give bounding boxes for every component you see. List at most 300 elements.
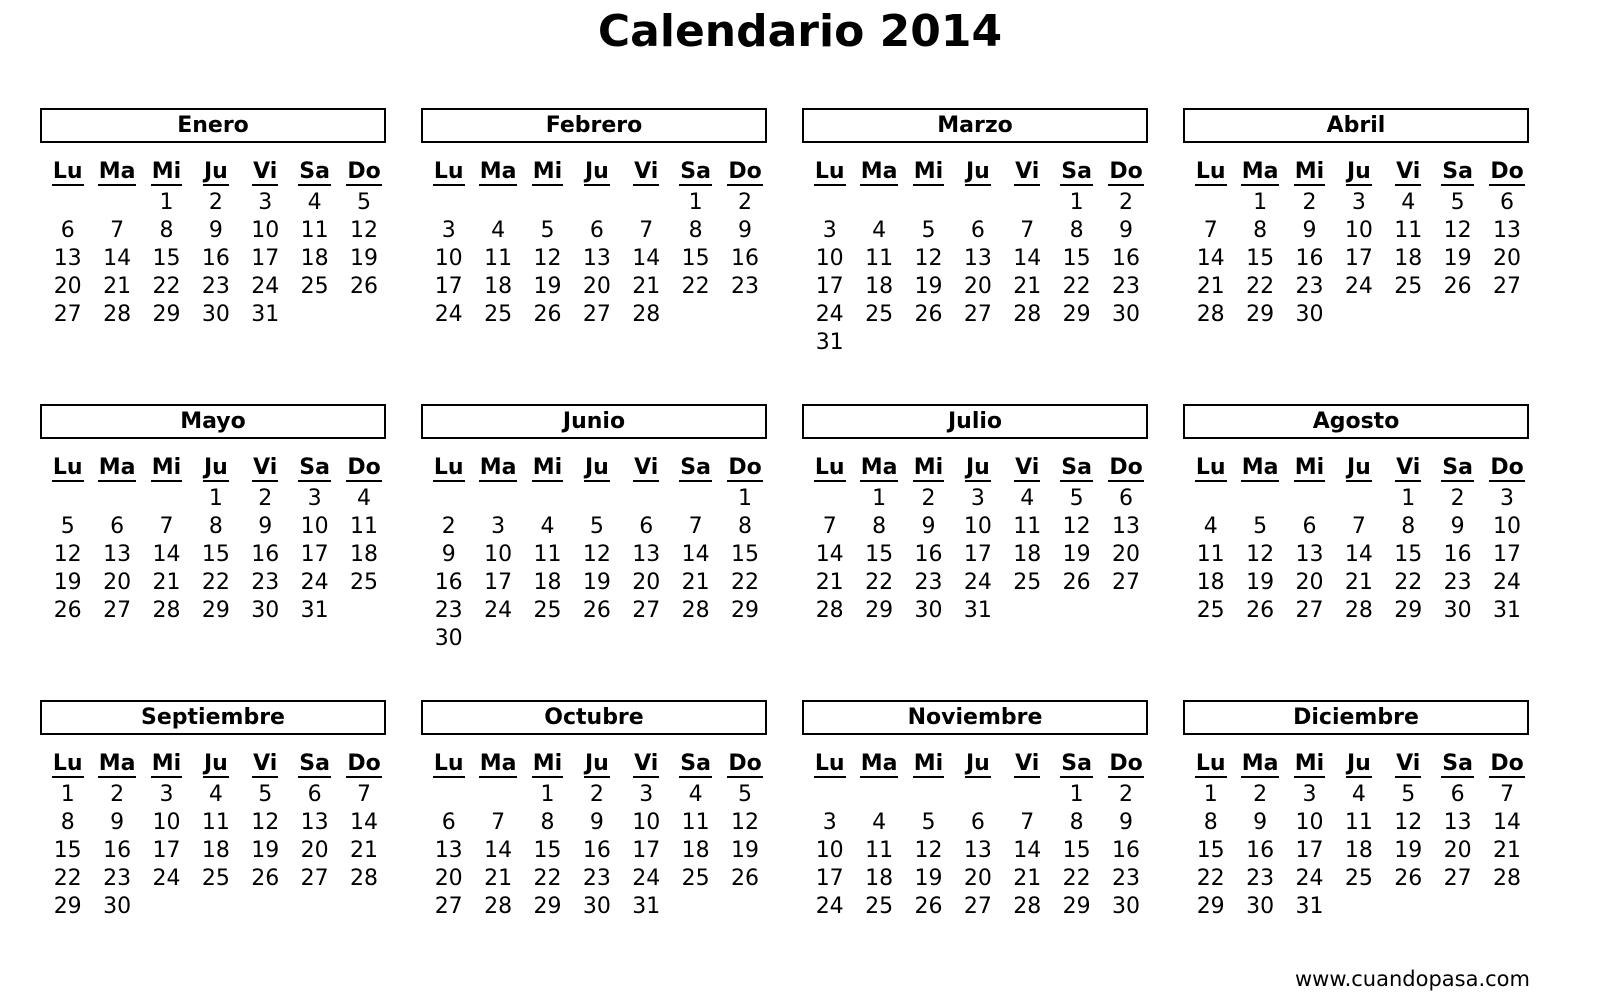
day-cell: 19 <box>582 570 611 595</box>
day-cell: 24 <box>632 866 661 891</box>
day-cell: 27 <box>963 302 992 327</box>
day-cell: 10 <box>1493 514 1522 539</box>
day-cell: 5 <box>589 514 604 539</box>
day-cell: 17 <box>251 246 280 271</box>
weekday-header <box>424 747 473 781</box>
empty-day-cell <box>904 781 953 809</box>
weekday-header <box>241 747 290 781</box>
day-cell: 22 <box>1196 866 1225 891</box>
weekday-header <box>1186 155 1235 189</box>
day-cell: 23 <box>914 570 943 595</box>
day-cell: 14 <box>681 542 710 567</box>
weekday-header-label: Vi <box>634 751 659 776</box>
day-cell: 25 <box>1394 274 1423 299</box>
day-cell: 26 <box>53 598 82 623</box>
weekday-header-label: Do <box>728 159 762 184</box>
day-cell: 11 <box>1344 810 1373 835</box>
month-block <box>421 700 767 921</box>
day-cell: 13 <box>1112 514 1141 539</box>
weekday-header-label: Ju <box>1346 455 1371 480</box>
day-cell: 5 <box>1253 514 1268 539</box>
weekday-header-label: Vi <box>1015 751 1040 776</box>
day-cell: 14 <box>1013 246 1042 271</box>
weekday-header-label: Ju <box>203 751 228 776</box>
day-cell: 19 <box>533 274 562 299</box>
empty-day-cell <box>1186 485 1235 513</box>
day-cell: 1 <box>872 486 887 511</box>
day-cell: 28 <box>681 598 710 623</box>
day-cell: 24 <box>963 570 992 595</box>
weekday-header <box>1052 747 1101 781</box>
weekday-header-label: Ma <box>1241 455 1279 480</box>
day-cell: 12 <box>53 542 82 567</box>
day-cell: 10 <box>484 542 513 567</box>
day-cell: 1 <box>1203 782 1218 807</box>
weekday-header-label: Lu <box>1195 159 1226 184</box>
day-cell: 3 <box>307 486 322 511</box>
days-grid <box>1186 747 1532 921</box>
empty-day-cell <box>1186 189 1235 217</box>
day-cell: 31 <box>251 302 280 327</box>
day-cell: 17 <box>434 274 463 299</box>
day-cell: 22 <box>1246 274 1275 299</box>
weekday-header <box>1334 451 1383 485</box>
day-cell: 12 <box>731 810 760 835</box>
day-cell: 11 <box>484 246 513 271</box>
day-cell: 28 <box>152 598 181 623</box>
day-cell: 6 <box>970 810 985 835</box>
day-cell: 25 <box>533 598 562 623</box>
weekday-header <box>424 451 473 485</box>
weekday-header-label: Lu <box>433 159 464 184</box>
weekday-header-label: Mi <box>532 751 563 776</box>
day-cell: 30 <box>1443 598 1472 623</box>
day-cell: 28 <box>484 894 513 919</box>
weekday-header-label: Sa <box>299 159 330 184</box>
day-cell: 5 <box>357 190 372 215</box>
day-cell: 27 <box>300 866 329 891</box>
day-cell: 14 <box>632 246 661 271</box>
weekday-header <box>1433 451 1482 485</box>
day-cell: 18 <box>533 570 562 595</box>
weekday-header <box>1482 451 1531 485</box>
weekday-header-label: Do <box>1490 159 1524 184</box>
weekday-header-label: Ma <box>1241 751 1279 776</box>
day-cell: 19 <box>251 838 280 863</box>
day-cell: 1 <box>208 486 223 511</box>
weekday-header <box>1003 747 1052 781</box>
day-cell: 13 <box>1493 218 1522 243</box>
weekday-header <box>1052 155 1101 189</box>
day-cell: 17 <box>632 838 661 863</box>
day-cell: 24 <box>152 866 181 891</box>
empty-day-cell <box>622 189 671 217</box>
weekday-header-label: Sa <box>680 455 711 480</box>
day-cell: 20 <box>434 866 463 891</box>
day-cell: 27 <box>963 894 992 919</box>
empty-day-cell <box>1235 485 1284 513</box>
day-cell: 11 <box>350 514 379 539</box>
day-cell: 27 <box>53 302 82 327</box>
weekday-header-label: Ju <box>1346 751 1371 776</box>
weekday-header-label: Ju <box>584 159 609 184</box>
weekday-header <box>1101 747 1150 781</box>
weekday-header <box>523 155 572 189</box>
weekday-header <box>1285 155 1334 189</box>
empty-day-cell <box>805 781 854 809</box>
weekday-header-label: Mi <box>913 455 944 480</box>
day-cell: 10 <box>1295 810 1324 835</box>
day-cell: 9 <box>921 514 936 539</box>
day-cell: 16 <box>1295 246 1324 271</box>
day-cell: 9 <box>208 218 223 243</box>
weekday-header-label: Ma <box>860 751 898 776</box>
weekday-header-label: Ma <box>479 751 517 776</box>
day-cell: 24 <box>1344 274 1373 299</box>
day-cell: 26 <box>1062 570 1091 595</box>
day-cell: 7 <box>1020 810 1035 835</box>
day-cell: 15 <box>533 838 562 863</box>
day-cell: 24 <box>1295 866 1324 891</box>
day-cell: 6 <box>307 782 322 807</box>
day-cell: 26 <box>350 274 379 299</box>
weekday-header <box>92 747 141 781</box>
day-cell: 14 <box>1493 810 1522 835</box>
day-cell: 29 <box>1062 302 1091 327</box>
day-cell: 18 <box>681 838 710 863</box>
weekday-header-label: Vi <box>253 751 278 776</box>
weekday-header <box>622 747 671 781</box>
day-cell: 9 <box>441 542 456 567</box>
day-cell: 14 <box>815 542 844 567</box>
day-cell: 28 <box>1013 302 1042 327</box>
day-cell: 26 <box>1443 274 1472 299</box>
day-cell: 2 <box>110 782 125 807</box>
month-block <box>1183 404 1529 625</box>
day-cell: 27 <box>1443 866 1472 891</box>
day-cell: 22 <box>1062 274 1091 299</box>
day-cell: 21 <box>632 274 661 299</box>
weekday-header-label: Sa <box>1442 455 1473 480</box>
day-cell: 10 <box>815 246 844 271</box>
day-cell: 16 <box>103 838 132 863</box>
day-cell: 7 <box>688 514 703 539</box>
day-cell: 9 <box>1119 218 1134 243</box>
weekday-header-label: Vi <box>1015 455 1040 480</box>
day-cell: 6 <box>1302 514 1317 539</box>
day-cell: 4 <box>872 810 887 835</box>
month-block <box>1183 108 1529 329</box>
empty-day-cell <box>854 189 903 217</box>
day-cell: 3 <box>1302 782 1317 807</box>
day-cell: 6 <box>639 514 654 539</box>
day-cell: 20 <box>632 570 661 595</box>
weekday-header <box>622 155 671 189</box>
empty-day-cell <box>904 189 953 217</box>
day-cell: 14 <box>1344 542 1373 567</box>
day-cell: 9 <box>1302 218 1317 243</box>
weekday-header <box>424 155 473 189</box>
day-cell: 11 <box>1394 218 1423 243</box>
empty-day-cell <box>473 189 522 217</box>
day-cell: 25 <box>1013 570 1042 595</box>
day-cell: 8 <box>1401 514 1416 539</box>
day-cell: 10 <box>434 246 463 271</box>
weekday-header <box>1101 155 1150 189</box>
weekday-header-label: Ju <box>965 455 990 480</box>
empty-day-cell <box>854 781 903 809</box>
day-cell: 27 <box>1112 570 1141 595</box>
weekday-header <box>1003 451 1052 485</box>
day-cell: 2 <box>258 486 273 511</box>
day-cell: 24 <box>815 894 844 919</box>
day-cell: 14 <box>484 838 513 863</box>
day-cell: 21 <box>681 570 710 595</box>
day-cell: 29 <box>152 302 181 327</box>
day-cell: 16 <box>434 570 463 595</box>
day-cell: 17 <box>815 274 844 299</box>
day-cell: 28 <box>103 302 132 327</box>
weekday-header-label: Vi <box>1396 751 1421 776</box>
day-cell: 2 <box>208 190 223 215</box>
month-block <box>40 700 386 921</box>
day-cell: 28 <box>632 302 661 327</box>
empty-day-cell <box>953 781 1002 809</box>
empty-day-cell <box>671 485 720 513</box>
day-cell: 30 <box>434 626 463 651</box>
day-cell: 8 <box>1069 218 1084 243</box>
day-cell: 19 <box>1062 542 1091 567</box>
weekday-header-label: Sa <box>1442 751 1473 776</box>
day-cell: 28 <box>1013 894 1042 919</box>
day-cell: 13 <box>53 246 82 271</box>
day-cell: 19 <box>53 570 82 595</box>
day-cell: 19 <box>1246 570 1275 595</box>
weekday-header-label: Ju <box>965 159 990 184</box>
month-name: Junio <box>421 404 767 439</box>
day-cell: 26 <box>582 598 611 623</box>
day-cell: 24 <box>484 598 513 623</box>
day-cell: 21 <box>1493 838 1522 863</box>
weekday-header <box>339 451 388 485</box>
day-cell: 11 <box>681 810 710 835</box>
weekday-header-label: Do <box>347 455 381 480</box>
day-cell: 8 <box>1069 810 1084 835</box>
day-cell: 24 <box>434 302 463 327</box>
weekday-header <box>241 155 290 189</box>
empty-day-cell <box>1003 781 1052 809</box>
weekday-header-label: Vi <box>634 455 659 480</box>
day-cell: 20 <box>1443 838 1472 863</box>
weekday-header <box>290 155 339 189</box>
weekday-header <box>142 155 191 189</box>
weekday-header <box>523 747 572 781</box>
day-cell: 29 <box>865 598 894 623</box>
day-cell: 18 <box>1013 542 1042 567</box>
weekday-header-label: Vi <box>1396 159 1421 184</box>
day-cell: 17 <box>963 542 992 567</box>
day-cell: 6 <box>441 810 456 835</box>
day-cell: 20 <box>1295 570 1324 595</box>
weekday-header <box>142 451 191 485</box>
day-cell: 16 <box>582 838 611 863</box>
day-cell: 10 <box>632 810 661 835</box>
weekday-header <box>43 747 92 781</box>
days-grid <box>805 747 1151 921</box>
day-cell: 28 <box>350 866 379 891</box>
page-title: Calendario 2014 <box>597 6 1003 57</box>
weekday-header <box>43 451 92 485</box>
day-cell: 6 <box>970 218 985 243</box>
day-cell: 9 <box>1119 810 1134 835</box>
day-cell: 25 <box>300 274 329 299</box>
day-cell: 24 <box>1493 570 1522 595</box>
days-grid <box>43 155 389 329</box>
empty-day-cell <box>805 485 854 513</box>
day-cell: 3 <box>441 218 456 243</box>
day-cell: 9 <box>110 810 125 835</box>
month-block <box>40 404 386 625</box>
weekday-header <box>1285 451 1334 485</box>
month-name: Abril <box>1183 108 1529 143</box>
month-name: Marzo <box>802 108 1148 143</box>
weekday-header <box>953 747 1002 781</box>
website-url: www.cuandopasa.com <box>1294 967 1530 991</box>
day-cell: 7 <box>1351 514 1366 539</box>
weekday-header <box>191 155 240 189</box>
day-cell: 16 <box>1443 542 1472 567</box>
weekday-header-label: Ju <box>965 751 990 776</box>
day-cell: 22 <box>865 570 894 595</box>
weekday-header <box>241 451 290 485</box>
month-name: Julio <box>802 404 1148 439</box>
day-cell: 13 <box>582 246 611 271</box>
day-cell: 24 <box>251 274 280 299</box>
weekday-header-label: Mi <box>151 159 182 184</box>
day-cell: 21 <box>484 866 513 891</box>
month-name: Mayo <box>40 404 386 439</box>
day-cell: 11 <box>1196 542 1225 567</box>
empty-day-cell <box>92 189 141 217</box>
day-cell: 22 <box>152 274 181 299</box>
day-cell: 16 <box>914 542 943 567</box>
weekday-header-label: Ju <box>203 159 228 184</box>
weekday-header <box>1186 451 1235 485</box>
day-cell: 15 <box>681 246 710 271</box>
day-cell: 13 <box>300 810 329 835</box>
empty-day-cell <box>805 189 854 217</box>
weekday-header <box>671 451 720 485</box>
day-cell: 23 <box>1112 274 1141 299</box>
day-cell: 20 <box>300 838 329 863</box>
day-cell: 23 <box>1246 866 1275 891</box>
day-cell: 6 <box>60 218 75 243</box>
day-cell: 12 <box>350 218 379 243</box>
day-cell: 4 <box>688 782 703 807</box>
empty-day-cell <box>523 189 572 217</box>
month-name: Diciembre <box>1183 700 1529 735</box>
day-cell: 30 <box>251 598 280 623</box>
day-cell: 1 <box>1401 486 1416 511</box>
day-cell: 8 <box>540 810 555 835</box>
day-cell: 7 <box>1500 782 1515 807</box>
month-block <box>802 404 1148 625</box>
weekday-header-label: Ju <box>584 751 609 776</box>
day-cell: 4 <box>1020 486 1035 511</box>
day-cell: 16 <box>731 246 760 271</box>
day-cell: 14 <box>350 810 379 835</box>
day-cell: 23 <box>1443 570 1472 595</box>
weekday-header-label: Do <box>347 159 381 184</box>
day-cell: 7 <box>822 514 837 539</box>
day-cell: 12 <box>1062 514 1091 539</box>
weekday-header <box>671 155 720 189</box>
day-cell: 1 <box>738 486 753 511</box>
weekday-header-label: Ma <box>860 455 898 480</box>
weekday-header <box>720 155 769 189</box>
day-cell: 18 <box>350 542 379 567</box>
day-cell: 29 <box>53 894 82 919</box>
day-cell: 23 <box>103 866 132 891</box>
day-cell: 29 <box>1394 598 1423 623</box>
day-cell: 4 <box>357 486 372 511</box>
empty-day-cell <box>424 485 473 513</box>
day-cell: 7 <box>110 218 125 243</box>
weekday-header-label: Mi <box>151 455 182 480</box>
day-cell: 20 <box>582 274 611 299</box>
weekday-header-label: Sa <box>680 751 711 776</box>
day-cell: 23 <box>582 866 611 891</box>
day-cell: 5 <box>1401 782 1416 807</box>
weekday-header <box>720 451 769 485</box>
day-cell: 2 <box>921 486 936 511</box>
day-cell: 6 <box>1119 486 1134 511</box>
empty-day-cell <box>572 189 621 217</box>
day-cell: 1 <box>159 190 174 215</box>
day-cell: 23 <box>1112 866 1141 891</box>
empty-day-cell <box>424 781 473 809</box>
weekday-header-label: Vi <box>1015 159 1040 184</box>
weekday-header-label: Mi <box>913 751 944 776</box>
day-cell: 18 <box>300 246 329 271</box>
month-name: Agosto <box>1183 404 1529 439</box>
day-cell: 12 <box>1443 218 1472 243</box>
day-cell: 25 <box>201 866 230 891</box>
weekday-header <box>904 451 953 485</box>
day-cell: 30 <box>201 302 230 327</box>
month-block <box>421 108 767 329</box>
weekday-header <box>1334 155 1383 189</box>
days-grid <box>1186 451 1532 625</box>
day-cell: 7 <box>639 218 654 243</box>
weekday-header-label: Do <box>1490 455 1524 480</box>
day-cell: 18 <box>1196 570 1225 595</box>
day-cell: 4 <box>208 782 223 807</box>
weekday-header-label: Ju <box>1346 159 1371 184</box>
day-cell: 28 <box>1196 302 1225 327</box>
day-cell: 16 <box>1246 838 1275 863</box>
day-cell: 31 <box>1493 598 1522 623</box>
day-cell: 13 <box>1443 810 1472 835</box>
weekday-header <box>1235 747 1284 781</box>
weekday-header-label: Sa <box>1061 751 1092 776</box>
weekday-header-label: Ma <box>860 159 898 184</box>
weekday-header <box>191 451 240 485</box>
day-cell: 22 <box>533 866 562 891</box>
day-cell: 15 <box>53 838 82 863</box>
weekday-header-label: Ma <box>1241 159 1279 184</box>
weekday-header <box>1186 747 1235 781</box>
